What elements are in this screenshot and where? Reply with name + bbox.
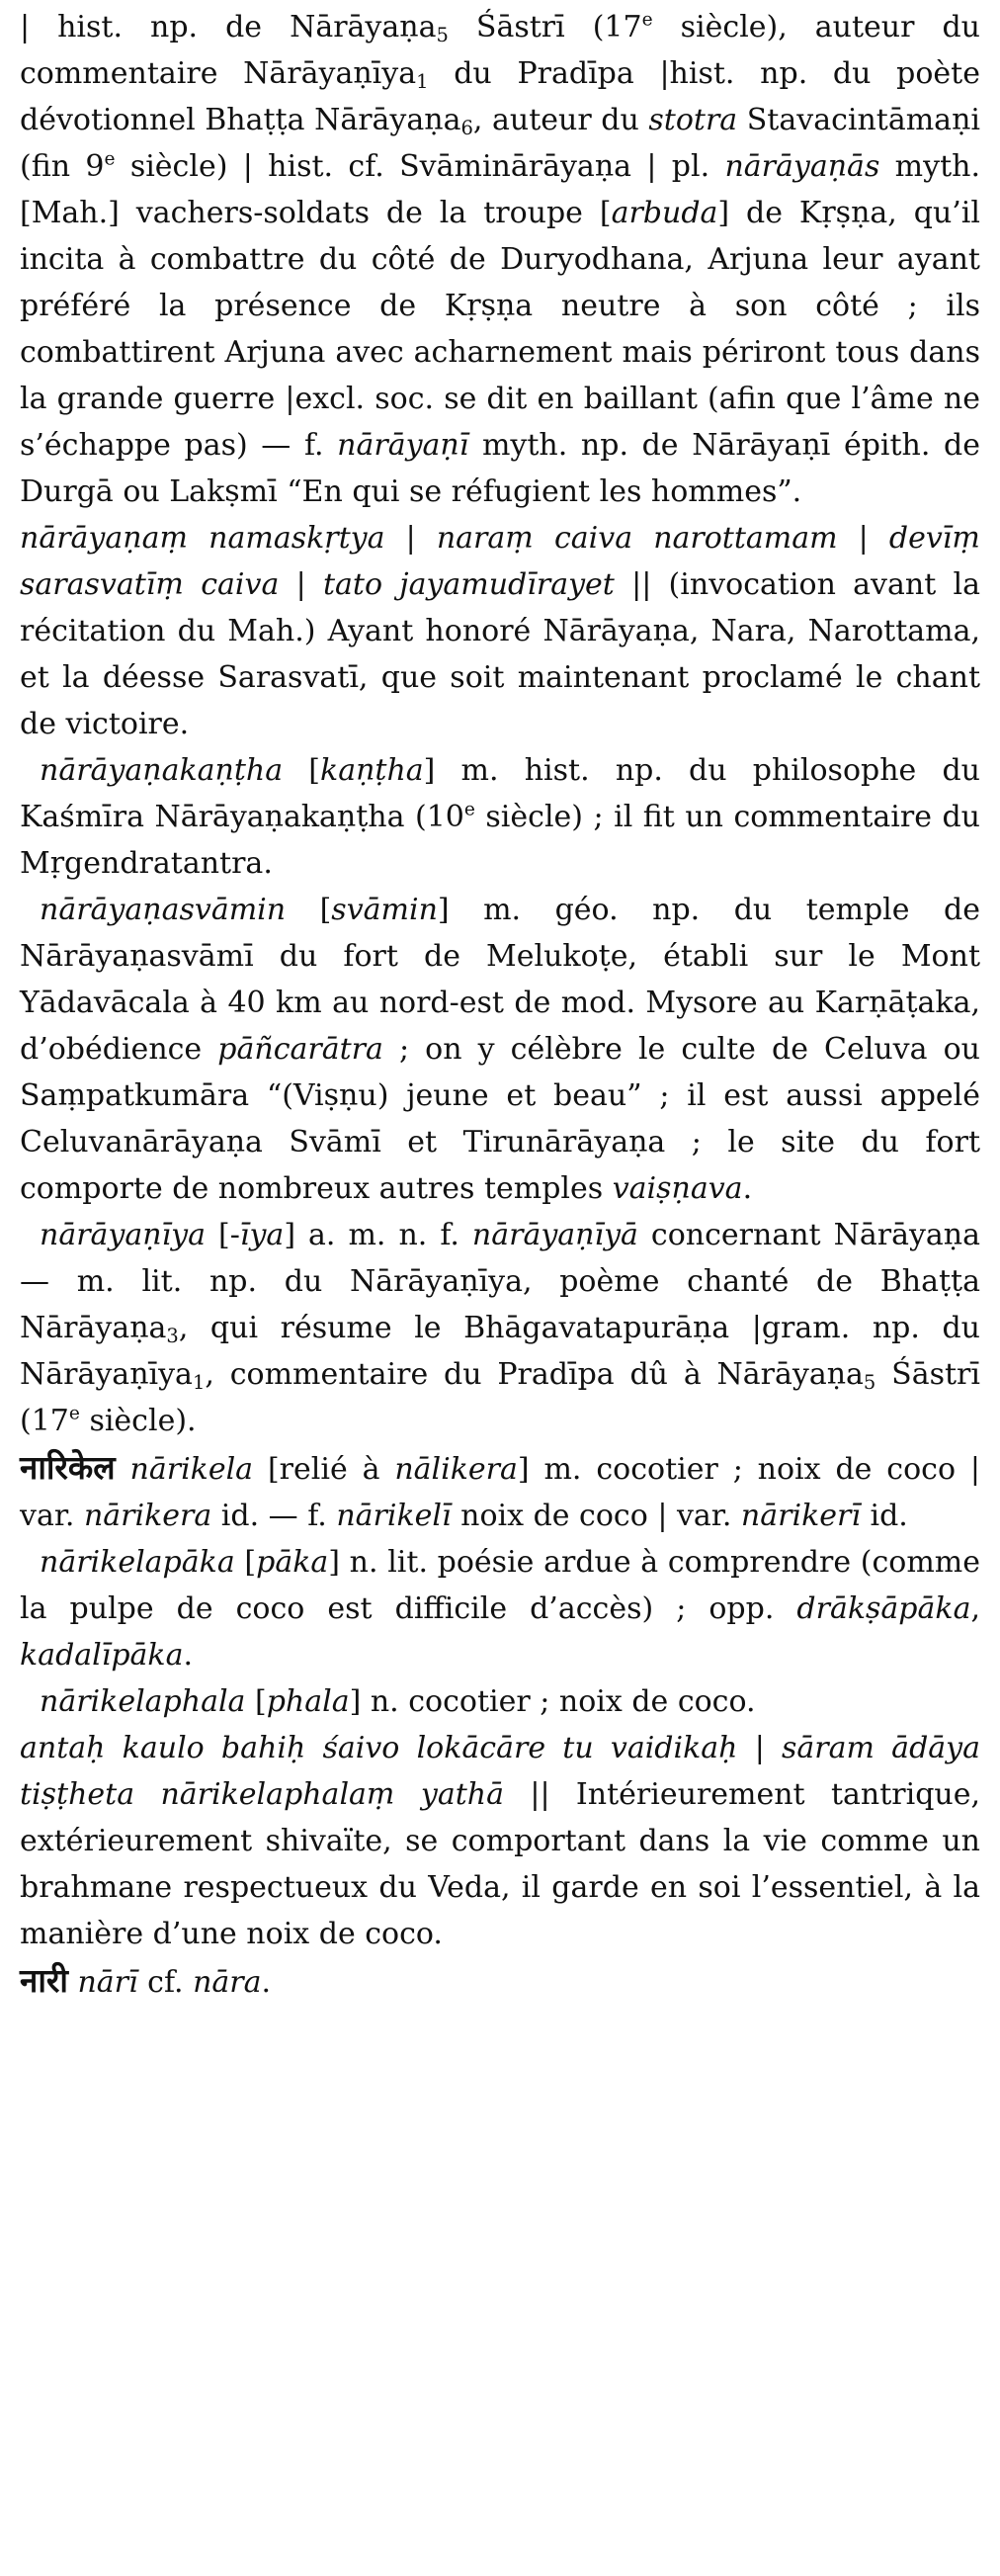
entry-narikela: नारिकेल nārikela [relié à nālikera] m. cocotier ; noix de coco | var. nārikera id. — f. nārikelī noix de coco | var. nārikerī id. [20,1448,980,1533]
entry-narikelaphala: nārikelaphala [phala] n. cocotier ; noix de coco. [40,1684,756,1719]
entry-nari: नारी nārī cf. nāra. [20,1961,272,2000]
quote-narikelaphala: antaḥ kaulo bahiḥ śaivo lokācāre tu vaidikaḥ | sāram ādāya tiṣṭheta nārikelaphalaṃ yathā || Intérieurement tantrique, extérieurement shivaïte, se comportant dans la vie comme un brahmane respectueux du Veda, il garde en soi l’essentiel, à la manière d’une noix de coco. [20,1731,981,1951]
quote-narayana-invocation: nārāyaṇaṃ namaskṛtya | naraṃ caiva narottamam | devīṃ sarasvatīṃ caiva | tato jayamudīrayet || (invocation avant la récitation du Mah.) Ayant honoré Nārāyaṇa, Nara, Narottama, et la déesse Sarasvatī, que soit maintenant proclamé le chant de victoire. [20,521,980,741]
entry-narayaniya: nārāyaṇīya [-īya] a. m. n. f. nārāyaṇīyā concernant Nārāyaṇa — m. lit. np. du Nārāyaṇīya, poème chanté de Bhaṭṭa Nārāyaṇa$_3$, qui résume le Bhāgavatapurāṇa |gram. np. du Nārāyaṇīya$_1$, commentaire du Pradīpa dû à Nārāyaṇa$_5$ Śāstrī (17e siècle). [20,1218,980,1438]
entry-narayanakantha: nārāyaṇakaṇṭha [kaṇṭha] m. hist. np. du philosophe du Kaśmīra Nārāyaṇakaṇṭha (10e siècle) ; il fit un commentaire du Mṛgendratantra. [20,753,980,881]
entry-narayanasvamin: nārāyaṇasvāmin [svāmin] m. géo. np. du temple de Nārāyaṇasvāmī du fort de Melukoṭe, établi sur le Mont Yādavācala à 40 km au nord-est de mod. Mysore au Karṇāṭaka, d’obédience pāñcarātra ; on y célèbre le culte de Celuva ou Saṃpatkumāra “(Viṣṇu) jeune et beau” ; il est aussi appelé Celuvanārāyaṇa Svāmī et Tirunārāyaṇa ; le site du fort comporte de nombreux autres temples vaiṣṇava. [20,893,980,1206]
entry-narikelapaka: nārikelapāka [pāka] n. lit. poésie ardue à comprendre (comme la pulpe de coco est difficile d’accès) ; opp. drākṣāpāka, kadalīpāka. [20,1545,980,1673]
entry-narayana-continued: | hist. np. de Nārāyaṇa$_5$ Śāstrī (17e siècle), auteur du commentaire Nārāyaṇīya$_1$ du Pradīpa |hist. np. du poète dévotionnel Bhaṭṭa Nārāyaṇa$_6$, auteur du stotra Stavacintāmaṇi (fin 9e siècle) | hist. cf. Svāminārāyaṇa | pl. nārāyaṇās myth. [Mah.] vachers-soldats de la troupe [arbuda] de Kṛṣṇa, qu’il incita à combattre du côté de Duryodhana, Arjuna leur ayant préféré la présence de Kṛṣṇa neutre à son côté ; ils combattirent Arjuna avec acharnement mais périront tous dans la grande guerre |excl. soc. se dit en baillant (afin que l’âme ne s’échappe pas) — f. nārāyaṇī myth. np. de Nārāyaṇī épith. de Durgā ou Lakṣmī “En qui se réfugient les hommes”. [20,9,981,509]
